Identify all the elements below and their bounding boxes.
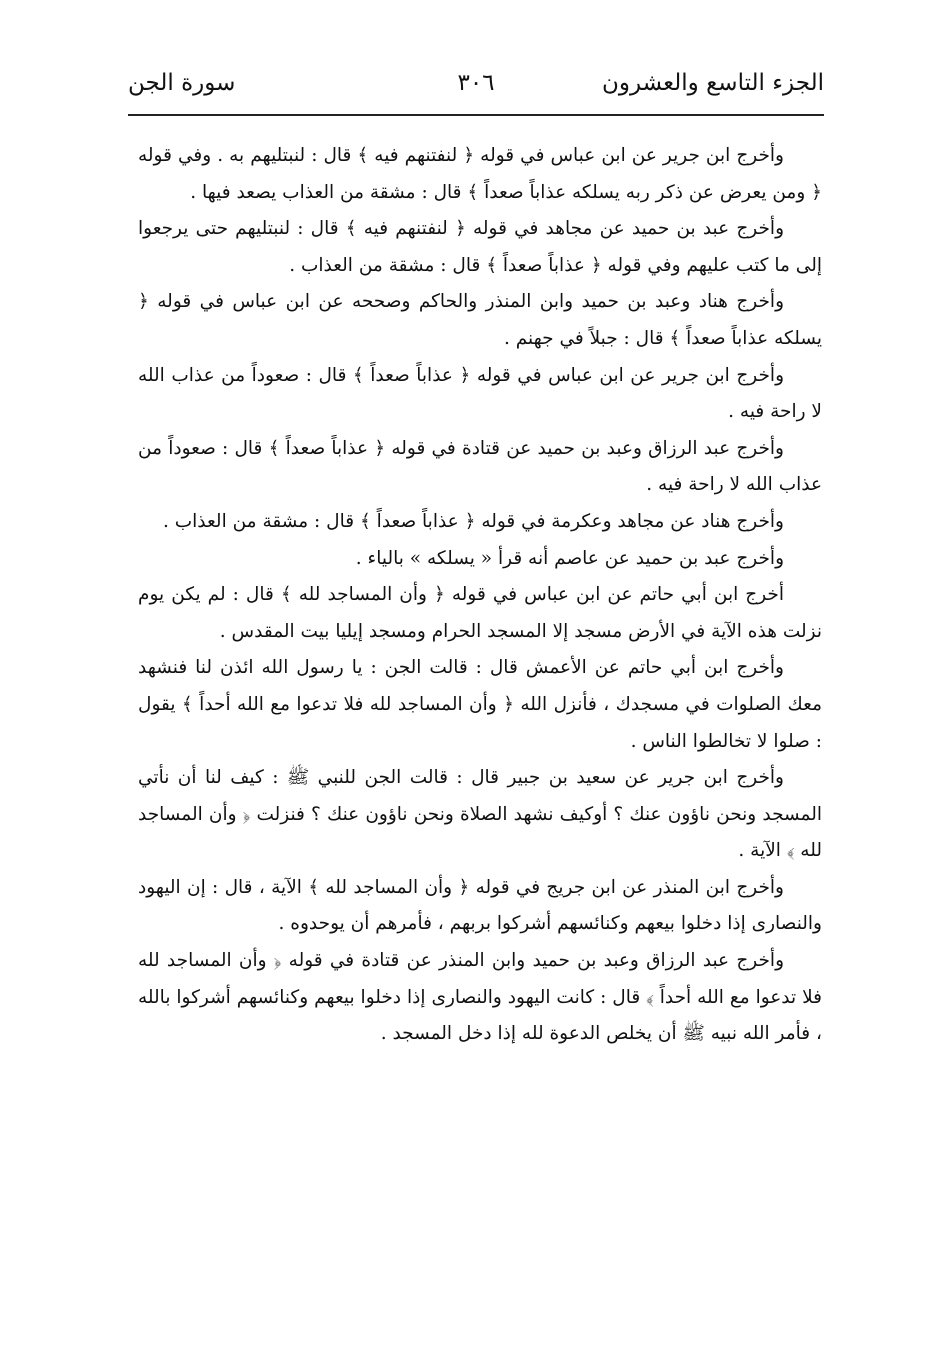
paragraph: وأخرج ابن جرير عن ابن عباس في قوله ﴿ لنفتنهم فيه ﴾ قال : لنبتليهم به . وفي قوله ﴿ ومن يعرض عن ذكر ربه يسلكه عذاباً صعداً ﴾ قال : مشقة من العذاب يصعد فيها . — [138, 145, 822, 203]
paragraph: وأخرج ابن جرير عن ابن عباس في قوله ﴿ عذاباً صعداً ﴾ قال : صعوداً من عذاب الله لا راحة فيه . — [138, 364, 822, 423]
paragraph: وأخرج عبد الرزاق وعبد بن حميد عن قتادة في قوله ﴿ عذاباً صعداً ﴾ قال : صعوداً من عذاب الله لا راحة فيه . — [138, 437, 822, 496]
paragraph: وأخرج عبد الرزاق وعبد بن حميد وابن المنذر عن قتادة في قوله ﴿ وأن المساجد لله فلا تدعوا مع الله أحداً ﴾ قال : كانت اليهود والنصارى إذا دخلوا بيعهم وكنائسهم أشركوا بالله ، فأمر الله نبيه ﷺ أن يخلص الدعوة لله إذا دخل المسجد . — [138, 950, 822, 1045]
page-number: ٣٠٦ — [457, 70, 495, 96]
paragraph: وأخرج عبد بن حميد عن مجاهد في قوله ﴿ لنفتنهم فيه ﴾ قال : لنبتليهم حتى يرجعوا إلى ما كتب عليهم وفي قوله ﴿ عذاباً صعداً ﴾ قال : مشقة من العذاب . — [138, 218, 822, 276]
part-title: الجزء التاسع والعشرون — [601, 70, 824, 96]
paragraph: وأخرج هناد عن مجاهد وعكرمة في قوله ﴿ عذاباً صعداً ﴾ قال : مشقة من العذاب . — [162, 510, 784, 532]
page-body — [138, 138, 822, 1053]
surah-title: سورة الجن — [128, 70, 236, 96]
paragraph: أخرج ابن أبي حاتم عن ابن عباس في قوله ﴿ وأن المساجد لله ﴾ قال : لم يكن يوم نزلت هذه الآية في الأرض مسجد إلا المسجد الحرام ومسجد إيليا بيت المقدس . — [138, 584, 822, 642]
paragraph: وأخرج هناد وعبد بن حميد وابن المنذر والحاكم وصححه عن ابن عباس في قوله ﴿ يسلكه عذاباً صعداً ﴾ قال : جبلاً في جهنم . — [138, 291, 822, 349]
paragraph: وأخرج عبد بن حميد عن عاصم أنه قرأ « يسلكه » بالياء . — [355, 547, 784, 569]
page-header — [128, 62, 824, 106]
paragraph: وأخرج ابن المنذر عن ابن جريج في قوله ﴿ وأن المساجد لله ﴾ الآية ، قال : إن اليهود والنصارى إذا دخلوا بيعهم وكنائسهم أشركوا بربهم ، فأمرهم أن يوحدوه . — [138, 876, 822, 935]
paragraph: وأخرج ابن أبي حاتم عن الأعمش قال : قالت الجن : يا رسول الله ائذن لنا فنشهد معك الصلوات في مسجدك ، فأنزل الله ﴿ وأن المساجد لله فلا تدعوا مع الله أحداً ﴾ يقول : صلوا لا تخالطوا الناس . — [138, 657, 822, 752]
header-divider — [128, 114, 824, 116]
paragraph: وأخرج ابن جرير عن سعيد بن جبير قال : قالت الجن للنبي ﷺ : كيف لنا أن نأتي المسجد ونحن ناؤون عنك ؟ أوكيف نشهد الصلاة ونحن ناؤون عنك ؟ فنزلت ﴿ وأن المساجد لله ﴾ الآية . — [138, 767, 822, 862]
